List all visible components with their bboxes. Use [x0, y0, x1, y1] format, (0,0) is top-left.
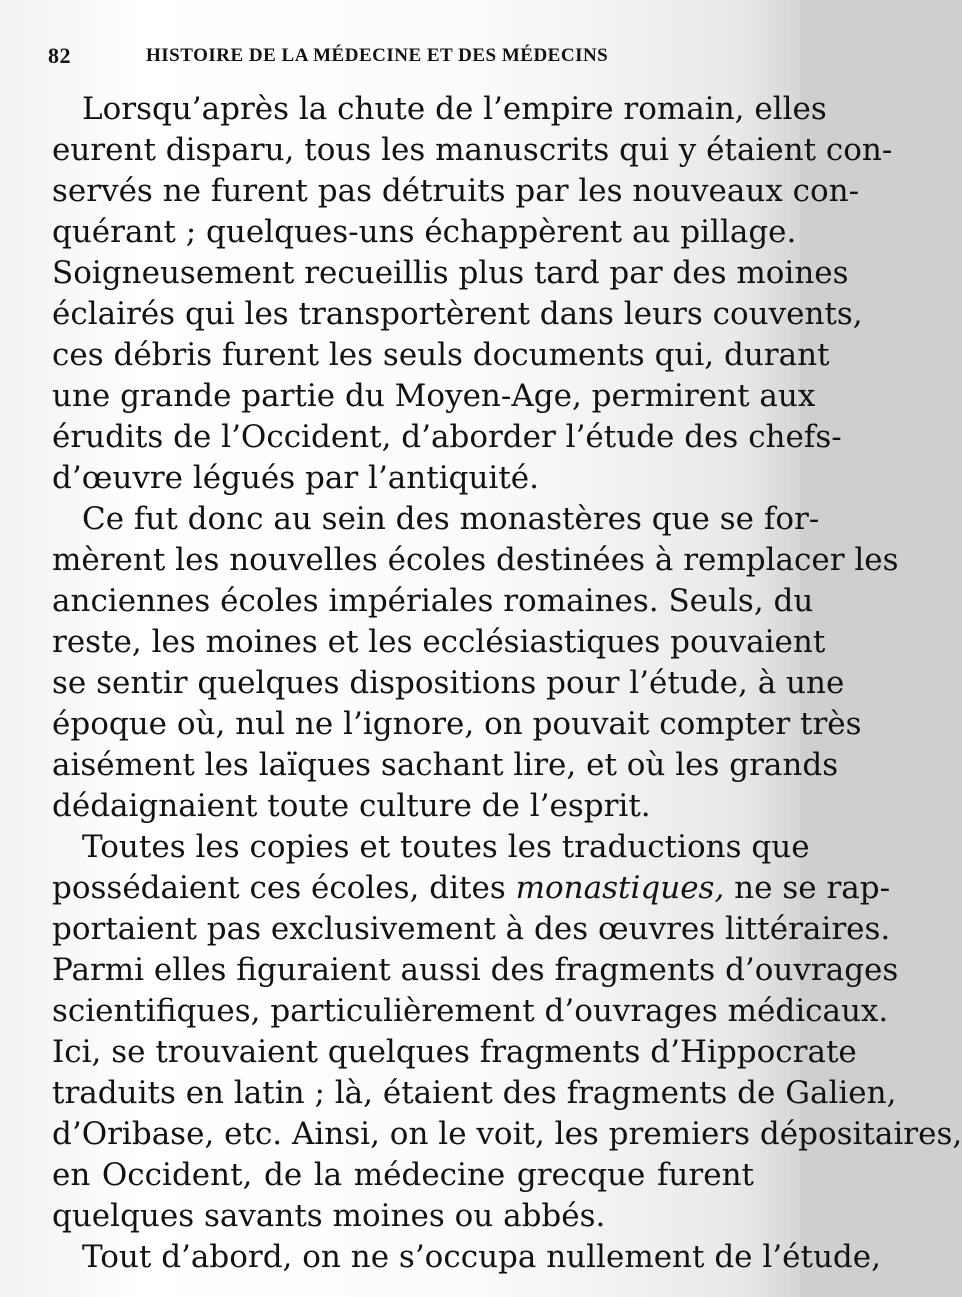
text-line-23: scientifiques, particulièrement d’ouvrages médicaux.	[52, 993, 889, 1029]
text-line-1: Lorsqu’après la chute de l’empire romain, elles	[82, 91, 827, 127]
text-line-20-start: possédaient ces écoles, dites	[52, 870, 506, 906]
text-line-8: une grande partie du Moyen-Age, permirent aux	[52, 378, 816, 414]
text-line-2: eurent disparu, tous les manuscrits qui y étaient con-	[52, 132, 893, 168]
text-line-4: quérant ; quelques-uns échappèrent au pillage.	[52, 214, 797, 250]
text-line-21: portaient pas exclusivement à des œuvres littéraires.	[52, 911, 891, 947]
text-line-26: d’Oribase, etc. Ainsi, on le voit, les premiers dépositaires,	[52, 1116, 962, 1152]
text-line-20	[52, 868, 891, 909]
text-line-19: Toutes les copies et toutes les traductions que	[82, 829, 810, 865]
italic-term-monastiques: monastiques,	[515, 870, 725, 906]
text-line-3: servés ne furent pas détruits par les nouveaux con-	[52, 173, 860, 209]
text-line-25: traduits en latin ; là, étaient des fragments de Galien,	[52, 1075, 897, 1111]
text-line-29: Tout d’abord, on ne s’occupa nullement de l’étude,	[82, 1239, 881, 1275]
text-line-18: dédaignaient toute culture de l’esprit.	[52, 788, 651, 824]
text-line-17: aisément les laïques sachant lire, et où les grands	[52, 747, 839, 783]
text-line-13: anciennes écoles impériales romaines. Seuls, du	[52, 583, 814, 619]
text-line-14: reste, les moines et les ecclésiastiques pouvaient	[52, 624, 826, 660]
running-head: HISTOIRE DE LA MÉDECINE ET DES MÉDECINS	[146, 45, 609, 66]
page-header	[48, 42, 754, 70]
text-line-7: ces débris furent les seuls documents qui, durant	[52, 337, 830, 373]
text-line-20-end: ne se rap-	[734, 870, 891, 906]
page-number: 82	[48, 43, 71, 68]
body-text	[52, 89, 962, 1275]
text-line-15: se sentir quelques dispositions pour l’étude, à une	[52, 665, 845, 701]
text-line-27: en Occident, de la médecine grecque furent	[52, 1157, 754, 1193]
text-line-10: d’œuvre légués par l’antiquité.	[52, 460, 539, 496]
text-line-6: éclairés qui les transportèrent dans leurs couvents,	[52, 296, 863, 332]
text-line-11: Ce fut donc au sein des monastères que se for-	[82, 501, 820, 537]
text-line-24: Ici, se trouvaient quelques fragments d’Hippocrate	[52, 1034, 857, 1070]
text-line-22: Parmi elles figuraient aussi des fragments d’ouvrages	[52, 952, 899, 988]
text-line-9: érudits de l’Occident, d’aborder l’étude des chefs-	[52, 419, 842, 455]
text-line-5: Soigneusement recueillis plus tard par des moines	[52, 255, 849, 291]
text-line-28: quelques savants moines ou abbés.	[52, 1198, 606, 1234]
text-line-12: mèrent les nouvelles écoles destinées à remplacer les	[52, 542, 899, 578]
text-line-16: époque où, nul ne l’ignore, on pouvait compter très	[52, 706, 862, 742]
